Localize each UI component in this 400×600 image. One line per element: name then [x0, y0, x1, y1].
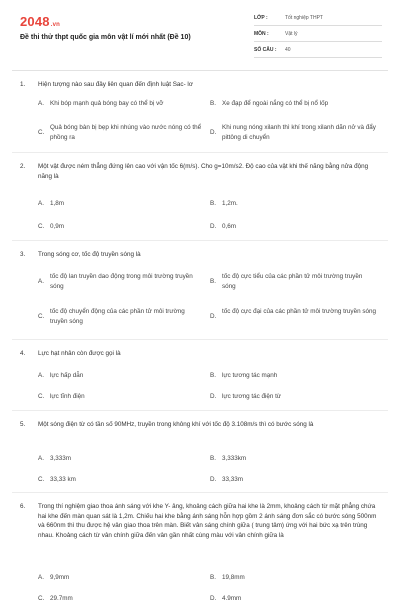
meta-value: 40 — [285, 47, 291, 53]
question-3 — [20, 250, 382, 325]
option-b[interactable]: B. Xe đạp để ngoài nắng có thể bị nổ lốp — [210, 100, 329, 107]
meta-count-row — [254, 45, 382, 58]
meta-value: Vật lý — [285, 31, 298, 37]
option-a[interactable]: A. Khi bóp mạnh quả bóng bay có thể bị vỡ — [38, 100, 164, 107]
question-2 — [20, 162, 382, 230]
option-d[interactable]: D. 33,33m — [210, 476, 244, 483]
question-number: 2. — [20, 163, 26, 170]
option-c[interactable]: C. tốc độ chuyển động của các phần tử môi trường truyền sóng — [38, 308, 185, 325]
question-divider — [12, 410, 388, 411]
option-a[interactable]: A. 3,333m — [38, 455, 72, 462]
question-text: Một vật được ném thẳng đứng lên cao với vận tốc 6(m/s). Cho g=10m/s2. Độ cao của vật khi thế năng bằng nửa động năng là — [38, 163, 369, 180]
question-divider — [12, 339, 388, 340]
option-d[interactable]: D. tốc độ cực đại của các phần tử môi trường truyền sóng — [210, 308, 376, 320]
page-header — [0, 0, 400, 68]
meta-label: SỐ CÂU : — [254, 47, 277, 53]
meta-value: Tốt nghiệp THPT — [285, 15, 323, 21]
option-d[interactable]: D. 0,6m — [210, 223, 236, 230]
option-b[interactable]: B. 3,333km — [210, 455, 247, 462]
question-1 — [20, 80, 382, 141]
question-number: 1. — [20, 81, 26, 88]
option-d[interactable]: D. lực tương tác điện từ — [210, 393, 282, 400]
option-b[interactable]: B. tốc độ cực tiểu của các phần tử môi trường truyền sóng — [210, 273, 363, 290]
question-divider — [12, 240, 388, 241]
option-b[interactable]: B. 1,2m. — [210, 200, 238, 207]
meta-subject-row — [254, 29, 382, 42]
option-c[interactable]: C. Quả bóng bàn bị bẹp khi nhúng vào nước nóng có thể phồng ra — [38, 124, 202, 141]
exam-title: Đề thi thử thpt quốc gia môn vật lí mới nhất (Đề 10) — [20, 34, 191, 41]
question-divider — [12, 152, 388, 153]
exam-meta — [254, 13, 382, 61]
question-number: 6. — [20, 503, 26, 510]
question-4 — [20, 349, 382, 400]
site-logo[interactable]: 2048.vn — [20, 14, 61, 29]
question-number: 3. — [20, 251, 26, 258]
question-number: 5. — [20, 421, 26, 428]
meta-label: LỚP : — [254, 15, 268, 21]
header-divider — [12, 70, 388, 71]
meta-class-row — [254, 13, 382, 26]
question-5 — [20, 420, 382, 483]
option-d[interactable]: D. 4,9mm — [210, 595, 242, 600]
option-d[interactable]: D. Khi nung nóng xilanh thì khí trong xilanh dãn nở và đẩy pittông di chuyển — [210, 124, 376, 141]
question-text: Hiện tượng nào sau đây liên quan đến định luật Sac- lơ — [38, 81, 193, 88]
question-text: Một sóng điện từ có tần số 90MHz, truyền trong không khí với tốc độ 3.108m/s thì có bước sóng là — [38, 421, 314, 428]
question-divider — [12, 492, 388, 493]
question-6 — [20, 502, 382, 600]
option-c[interactable]: C. 33,33 km — [38, 476, 76, 483]
option-b[interactable]: B. lực tương tác mạnh — [210, 372, 278, 379]
option-c[interactable]: C. 29,7mm — [38, 595, 73, 600]
question-number: 4. — [20, 350, 26, 357]
option-c[interactable]: C. 0,9m — [38, 223, 64, 230]
question-text: Trong sóng cơ, tốc độ truyền sóng là — [38, 251, 141, 258]
meta-label: MÔN : — [254, 31, 269, 37]
option-a[interactable]: A. lực hấp dẫn — [38, 372, 84, 379]
question-text: Trong thí nghiệm giao thoa ánh sáng với khe Y- âng, khoảng cách giữa hai khe là 2mm, khoảng cách từ mặt phẳng chứa hai khe đến màn quan sát là 1,2m. Chiếu hai khe bằng ánh sáng hỗn hợp gồm 2 ánh sáng đơn sắc có bước sóng 500nm và 660nm thì thu được hệ vân giao thoa trên màn. Biết vân sáng chính giữa ( trung tâm) ứng với hai bức xạ trên trùng nhau. Khoảng cách từ vân chính giữa đến vân gần nhất cùng màu với vân chính giữa là — [38, 503, 377, 539]
option-c[interactable]: C. lực tĩnh điện — [38, 393, 85, 400]
option-a[interactable]: A. 1,8m — [38, 200, 64, 207]
option-b[interactable]: B. 19,8mm — [210, 574, 245, 581]
option-a[interactable]: A. 9,9mm — [38, 574, 70, 581]
option-a[interactable]: A. tốc độ lan truyền dao động trong môi trường truyền sóng — [38, 273, 193, 290]
question-text: Lực hạt nhân còn được gọi là — [38, 350, 121, 357]
